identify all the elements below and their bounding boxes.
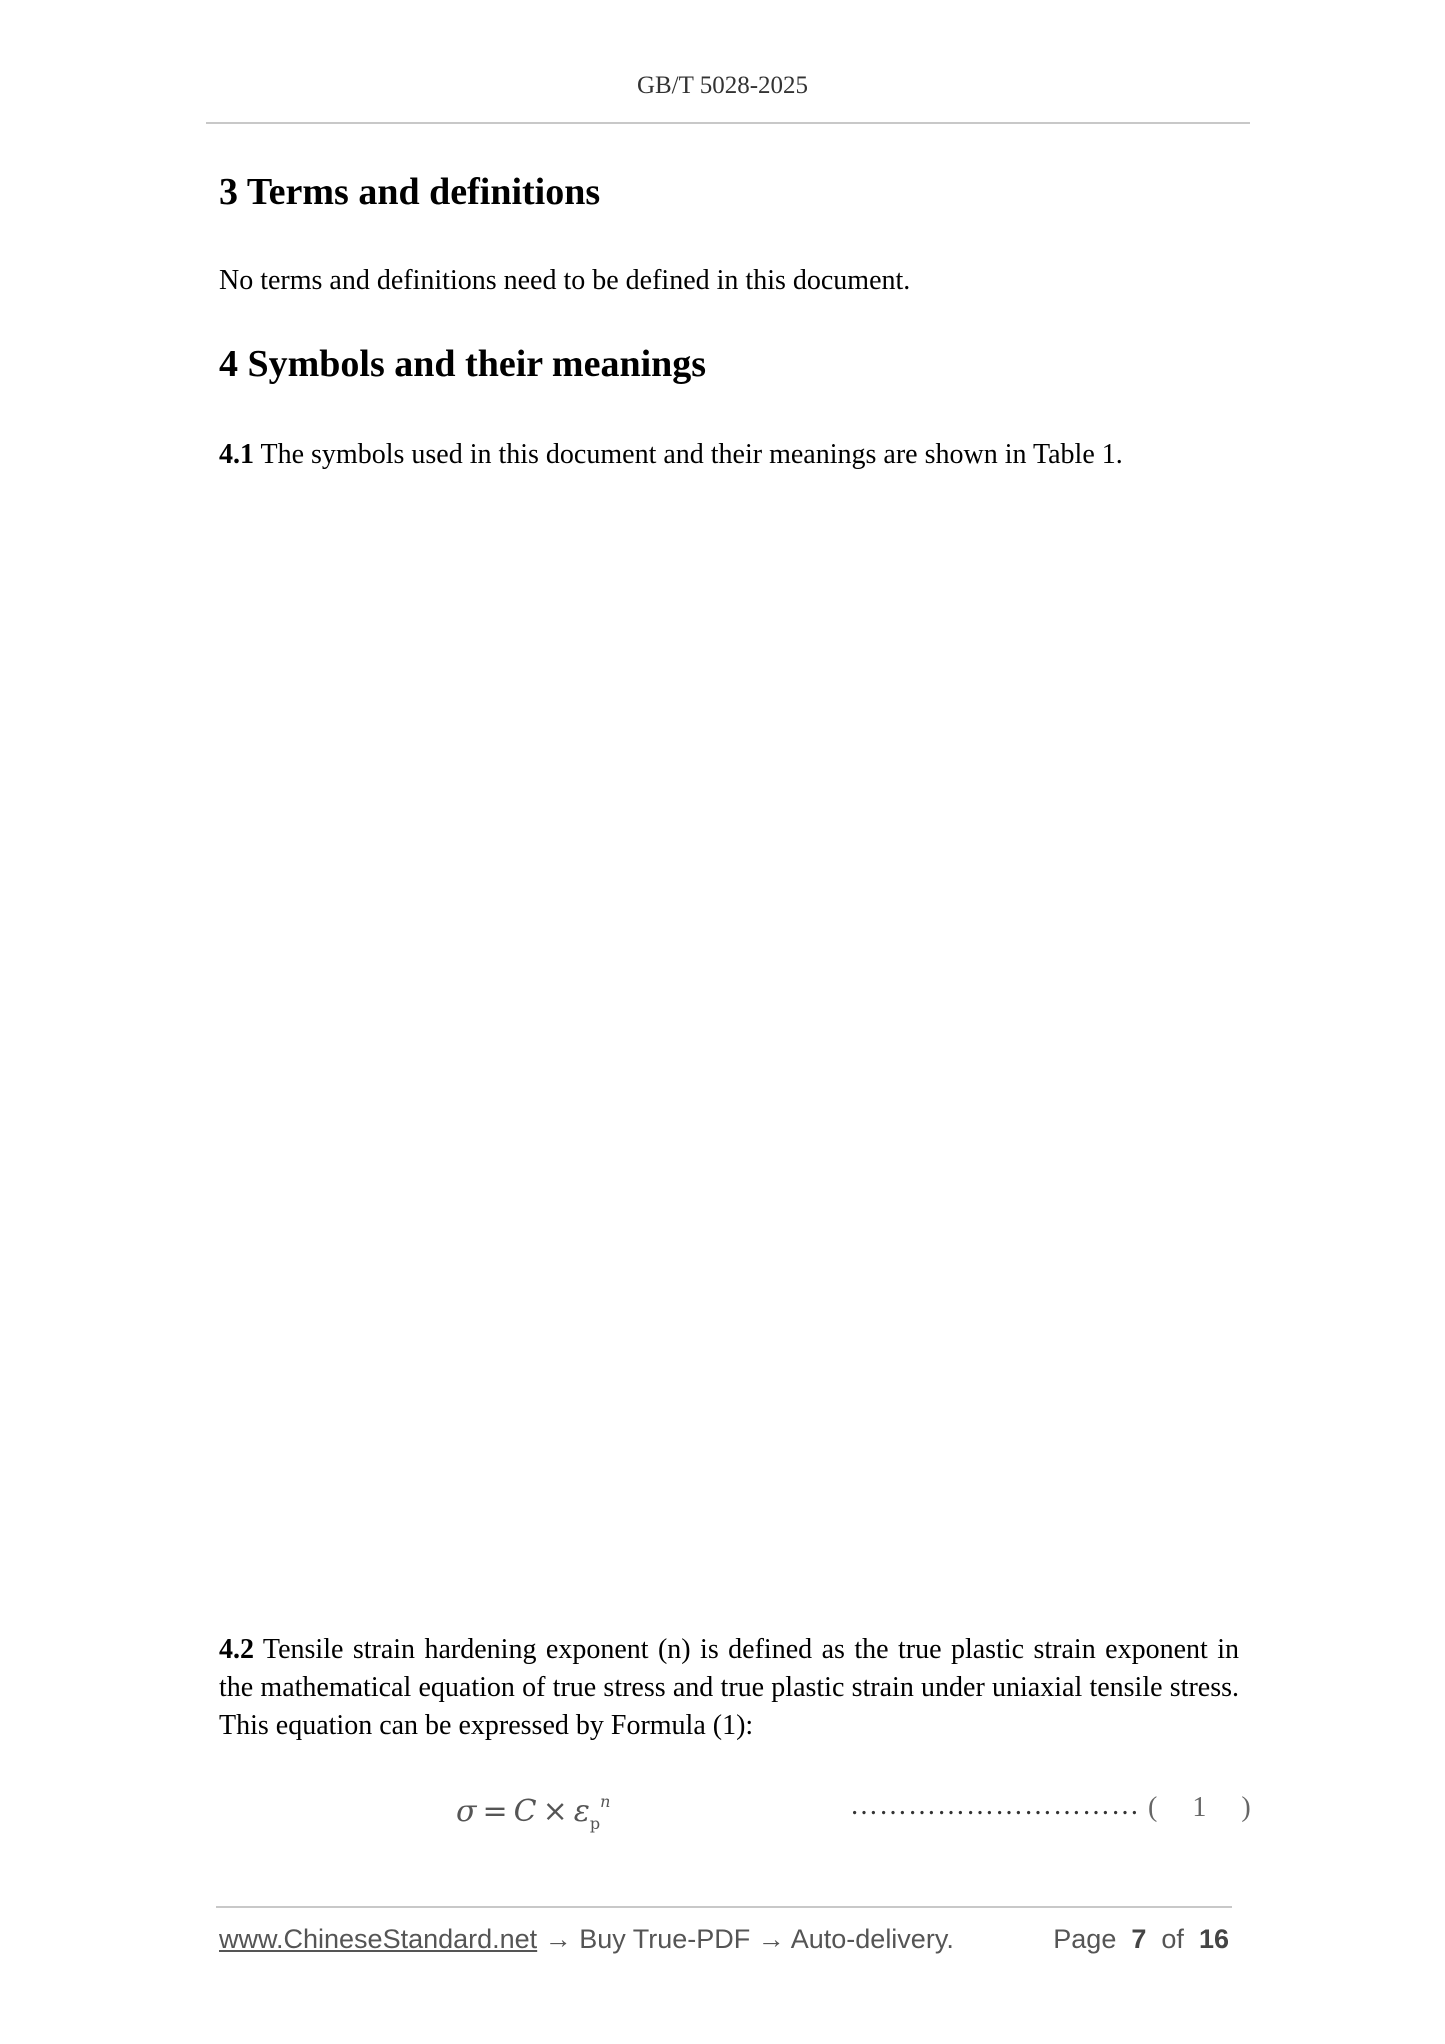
- of-word: of: [1161, 1924, 1184, 1954]
- formula-leader-dots: …………………………: [850, 1790, 1140, 1821]
- clause-4-1-number: 4.1: [219, 439, 254, 470]
- footer-divider: [216, 1906, 1232, 1908]
- clause-4-2-number: 4.2: [219, 1634, 254, 1665]
- formula-times: ×: [542, 1794, 568, 1829]
- clause-4-1: [219, 436, 1239, 474]
- formula-1: [456, 1792, 610, 1833]
- formula-equals: =: [482, 1794, 508, 1829]
- footer: [219, 1924, 1229, 1955]
- section-3-body: No terms and definitions need to be defined in this document.: [219, 265, 911, 296]
- clause-4-2-text: Tensile strain hardening exponent (n) is defined as the true plastic strain exponent in the mathematical equation of true stress and true plastic strain under uniaxial tensile stress. This equation can be expressed by Formula (1):: [219, 1634, 1239, 1741]
- header-divider: [206, 122, 1250, 124]
- clause-4-1-text: The symbols used in this document and their meanings are shown in Table 1.: [254, 439, 1123, 470]
- page-number: 7: [1131, 1924, 1147, 1954]
- clause-4-2: [219, 1631, 1239, 1745]
- section-3-heading: 3 Terms and definitions: [219, 171, 601, 213]
- section-4-heading: 4 Symbols and their meanings: [219, 343, 707, 385]
- formula-sigma: σ: [456, 1794, 477, 1829]
- header-doc-code: GB/T 5028-2025: [636, 72, 809, 99]
- page-indicator: [1053, 1924, 1229, 1955]
- formula-superscript: n: [600, 1792, 611, 1811]
- site-link[interactable]: www.ChineseStandard.net: [219, 1924, 538, 1954]
- formula-c: C: [513, 1794, 537, 1829]
- formula-subscript: p: [589, 1814, 601, 1833]
- formula-epsilon: ε: [573, 1794, 590, 1829]
- page-total: 16: [1198, 1924, 1229, 1954]
- page-word: Page: [1053, 1924, 1117, 1954]
- footer-tagline: → Buy True-PDF → Auto-delivery.: [537, 1924, 954, 1954]
- formula-number: ( 1 ): [1148, 1792, 1265, 1823]
